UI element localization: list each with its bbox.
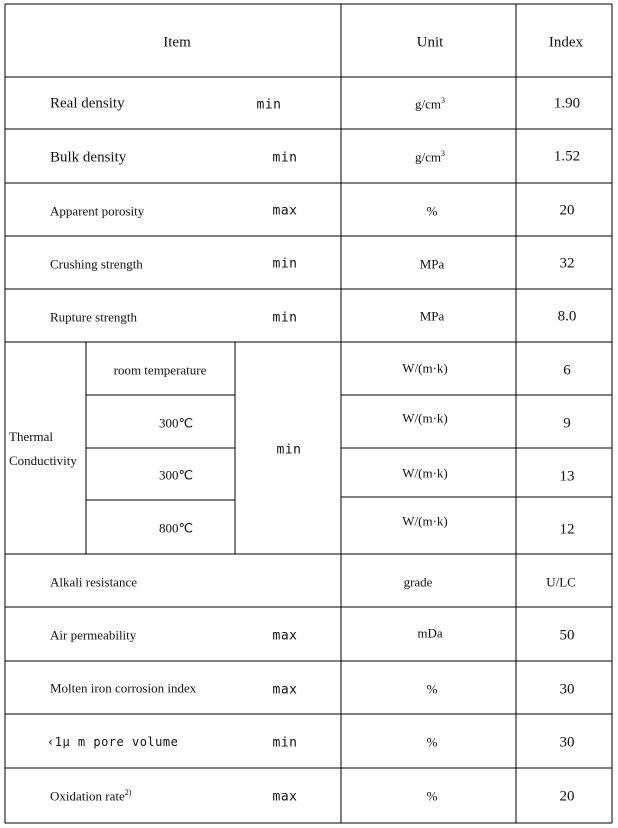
row-limit: min [272,256,298,272]
row-index: 20 [559,788,575,805]
row-name-alkali-resistance: Alkali resistance [50,574,137,590]
row-limit: min [272,735,298,751]
row-limit: min [272,150,298,166]
row-index: 50 [559,627,575,644]
row-limit: max [272,203,298,219]
thermal-temp: 800℃ [158,520,194,536]
row-name-bulk-density: Bulk density [50,149,127,166]
row-unit: $g/cm^3$ [415,149,445,165]
thermal-temp: 300℃ [158,415,194,431]
row-limit: min [256,97,282,113]
row-limit: max [272,789,298,805]
thermal-unit: W/(m·k) [402,513,448,529]
row-unit: grade [403,574,433,590]
thermal-index: 12 [559,521,575,538]
row-limit: max [272,628,298,644]
row-unit: % [426,788,438,804]
row-unit: % [426,681,438,697]
thermal-temp: room temperature [113,362,207,378]
row-name-oxidation-rate: Oxidation rate$^{2)}$ [50,788,132,804]
thermal-unit: W/(m·k) [402,360,448,376]
row-name-air-permeability: Air permeability [50,627,137,643]
row-index: 32 [559,255,575,272]
row-name-real-density: Real density [50,95,125,112]
row-name-pore-volume: ‹1μ m pore volume [47,735,179,749]
row-unit: $g/cm^3$ [415,96,445,112]
row-index: 8.0 [557,308,577,325]
thermal-index: 9 [563,415,571,432]
row-unit: MPa [419,308,445,324]
row-unit: % [426,734,438,750]
row-unit: MPa [419,256,445,272]
row-limit: max [272,682,298,698]
header-item: Item [163,34,191,51]
thermal-conductivity-label: Thermal Conductivity [9,429,77,468]
thermal-unit: W/(m·k) [402,410,448,426]
row-limit: min [272,310,298,326]
header-unit: Unit [416,34,444,51]
header-index: Index [548,34,584,51]
row-index: 1.52 [553,148,581,165]
thermal-unit: W/(m·k) [402,465,448,481]
thermal-index: 6 [563,362,571,379]
thermal-temp: 300℃ [158,467,194,483]
row-unit: mDa [417,625,443,641]
row-name-apparent-porosity: Apparent porosity [50,203,145,219]
thermal-index: 13 [559,468,575,485]
thermal-limit: min [276,442,302,458]
row-unit: % [426,203,438,219]
row-name-crushing-strength: Crushing strength [50,256,143,272]
row-index: 30 [559,734,575,751]
row-name-molten-iron-corrosion: Molten iron corrosion index [50,680,197,696]
row-index: 1.90 [553,95,581,112]
row-index: U/LC [546,574,576,590]
row-index: 30 [559,681,575,698]
row-index: 20 [559,202,575,219]
row-name-rupture-strength: Rupture strength [50,309,138,325]
